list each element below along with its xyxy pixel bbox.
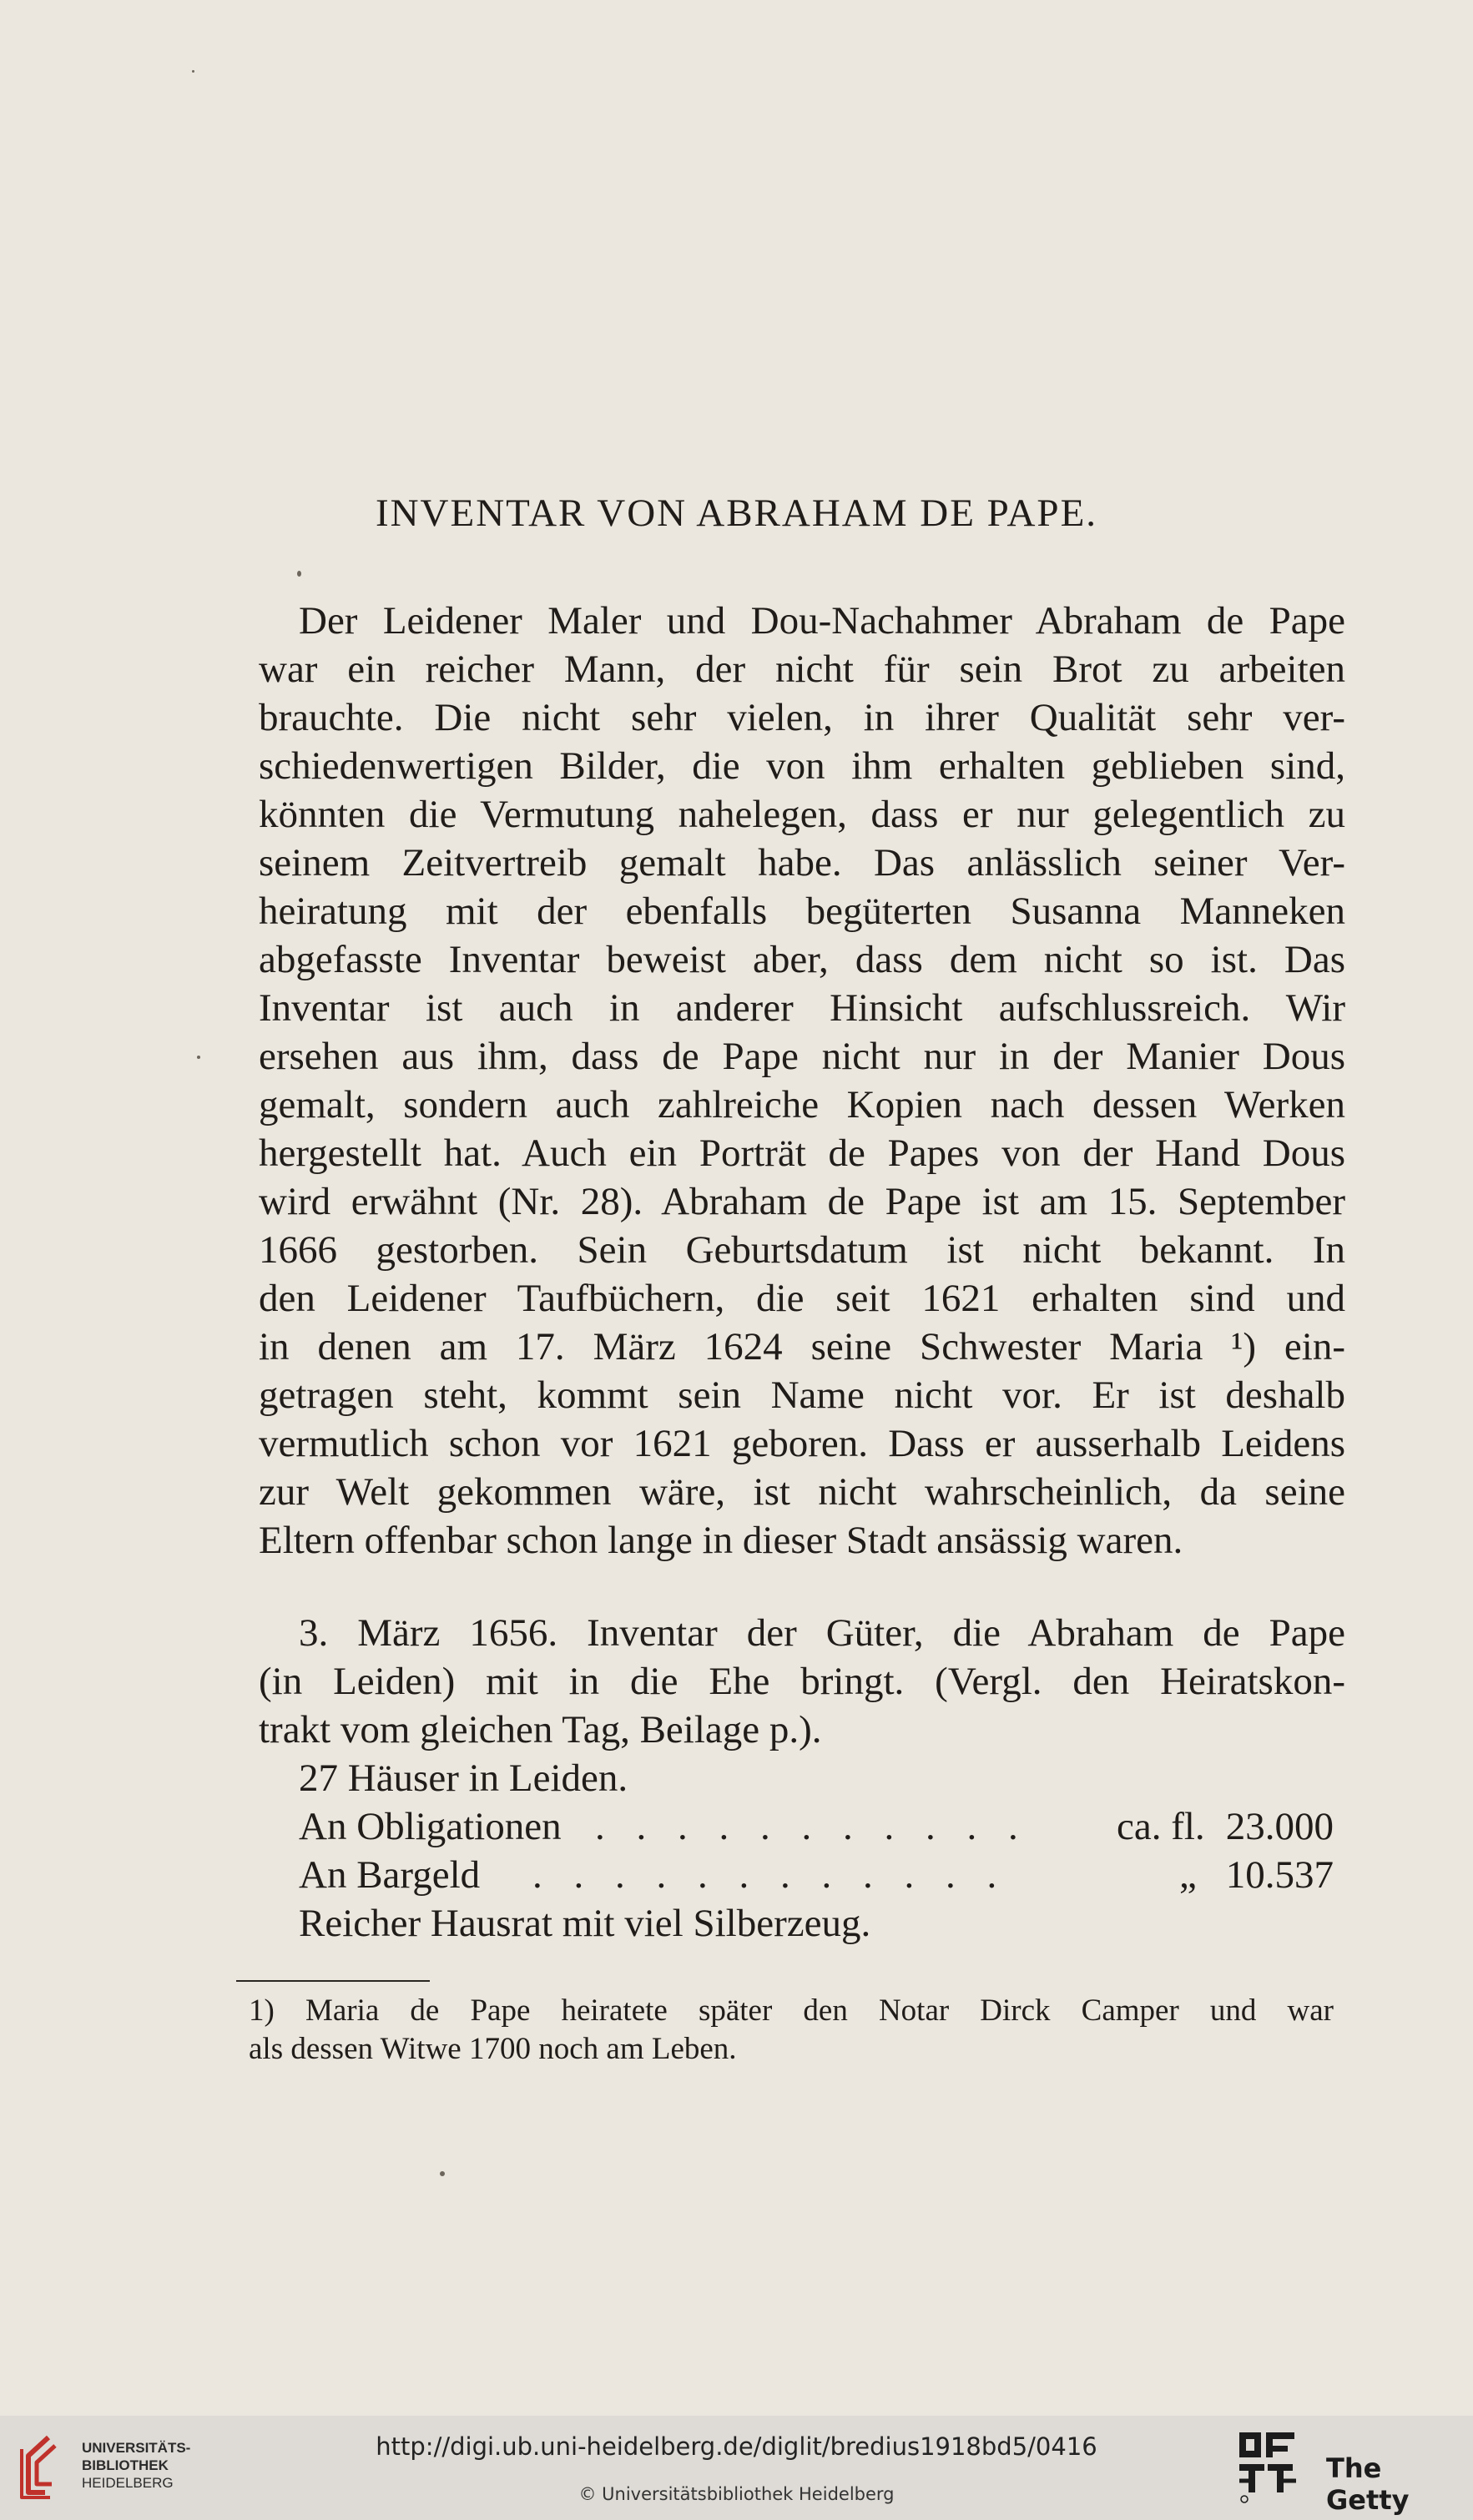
footnote-line: 1) Maria de Pape heiratete später den Notar Dirck Camper und war bbox=[249, 1993, 1334, 2028]
inventory-item-household: Reicher Hausrat mit viel Silberzeug. bbox=[299, 1902, 871, 1945]
row-amount: 10.537 bbox=[1225, 1853, 1334, 1897]
text-line: zur Welt gekommen wäre, ist nicht wahrscheinlich, da seine bbox=[259, 1470, 1345, 1514]
scan-speck bbox=[192, 70, 194, 73]
footnote-divider bbox=[236, 1980, 430, 1982]
text-line: Eltern offenbar schon lange in dieser Stadt ansässig waren. bbox=[259, 1519, 1183, 1562]
inventory-row-cash bbox=[299, 1851, 1334, 1899]
scan-speck bbox=[297, 571, 301, 577]
text-line: gemalt, sondern auch zahlreiche Kopien nach dessen Werken bbox=[259, 1083, 1345, 1126]
intro-paragraph bbox=[259, 597, 1345, 1565]
text-line: hergestellt hat. Auch ein Porträt de Papes von der Hand Dous bbox=[259, 1131, 1345, 1175]
text-line: abgefasste Inventar beweist aber, dass dem nicht so ist. Das bbox=[259, 938, 1345, 981]
row-amount: 23.000 bbox=[1225, 1805, 1334, 1848]
text-line: Der Leidener Maler und Dou-Nachahmer Abraham de Pape bbox=[299, 599, 1345, 643]
text-line: 1666 gestorben. Sein Geburtsdatum ist nicht bekannt. In bbox=[259, 1228, 1345, 1272]
text-line: wird erwähnt (Nr. 28). Abraham de Pape ist am 15. September bbox=[259, 1180, 1345, 1223]
text-line: schiedenwertigen Bilder, die von ihm erhalten geblieben sind, bbox=[259, 744, 1345, 788]
scan-speck bbox=[440, 2171, 445, 2176]
inventory-intro-paragraph bbox=[259, 1609, 1345, 1754]
getty-logo-icon bbox=[1238, 2429, 1303, 2506]
copyright-notice: © Universitätsbibliothek Heidelberg bbox=[578, 2484, 895, 2504]
text-line: vermutlich schon vor 1621 geboren. Dass er ausserhalb Leidens bbox=[259, 1422, 1345, 1465]
permalink-url[interactable]: http://digi.ub.uni-heidelberg.de/diglit/bredius1918bd5/0416 bbox=[376, 2432, 1097, 2461]
currency-prefix: ca. fl. bbox=[1117, 1805, 1205, 1848]
library-name-line: HEIDELBERG bbox=[82, 2475, 174, 2491]
getty-name: The Getty bbox=[1326, 2452, 1410, 2516]
text-line: getragen steht, kommt sein Name nicht vor. Er ist deshalb bbox=[259, 1373, 1345, 1417]
library-name-line: BIBLIOTHEK bbox=[82, 2457, 169, 2473]
scan-speck bbox=[197, 1056, 200, 1059]
dot-leader: . . . . . . . . . . . . bbox=[532, 1853, 1008, 1897]
page-title: INVENTAR VON ABRAHAM DE PAPE. bbox=[375, 491, 1098, 535]
text-line: Inventar ist auch in anderer Hinsicht aufschlussreich. Wir bbox=[259, 986, 1345, 1030]
footnote bbox=[249, 1992, 1334, 2069]
inventory-item-houses: 27 Häuser in Leiden. bbox=[299, 1756, 628, 1800]
text-line: könnten die Vermutung nahelegen, dass er nur gelegentlich zu bbox=[259, 793, 1345, 836]
dot-leader: . . . . . . . . . . . bbox=[595, 1805, 1029, 1848]
text-line: brauchte. Die nicht sehr vielen, in ihrer Qualität sehr ver- bbox=[259, 696, 1345, 739]
text-line: ersehen aus ihm, dass de Pape nicht nur in der Manier Dous bbox=[259, 1035, 1345, 1078]
text-line: trakt vom gleichen Tag, Beilage p.). bbox=[259, 1708, 822, 1751]
footnote-line: als dessen Witwe 1700 noch am Leben. bbox=[249, 2032, 737, 2066]
ditto-mark: „ bbox=[1179, 1853, 1197, 1897]
text-line: war ein reicher Mann, der nicht für sein Brot zu arbeiten bbox=[259, 648, 1345, 691]
inventory-row-obligations bbox=[299, 1802, 1334, 1851]
text-line: (in Leiden) mit in die Ehe bringt. (Vergl. den Heiratskon- bbox=[259, 1660, 1345, 1703]
row-label: An Bargeld bbox=[299, 1853, 481, 1897]
text-line: heiratung mit der ebenfalls begüterten Susanna Manneken bbox=[259, 890, 1345, 933]
text-line: seinem Zeitvertreib gemalt habe. Das anlässlich seiner Ver- bbox=[259, 841, 1345, 885]
row-label: An Obligationen bbox=[299, 1805, 562, 1848]
text-line: den Leidener Taufbüchern, die seit 1621 erhalten sind und bbox=[259, 1277, 1345, 1320]
text-line: 3. März 1656. Inventar der Güter, die Abraham de Pape bbox=[299, 1611, 1345, 1655]
library-name-line: UNIVERSITÄTS- bbox=[82, 2440, 191, 2456]
text-line: in denen am 17. März 1624 seine Schwester Maria ¹) ein- bbox=[259, 1325, 1345, 1368]
digitization-footer bbox=[0, 2416, 1473, 2520]
